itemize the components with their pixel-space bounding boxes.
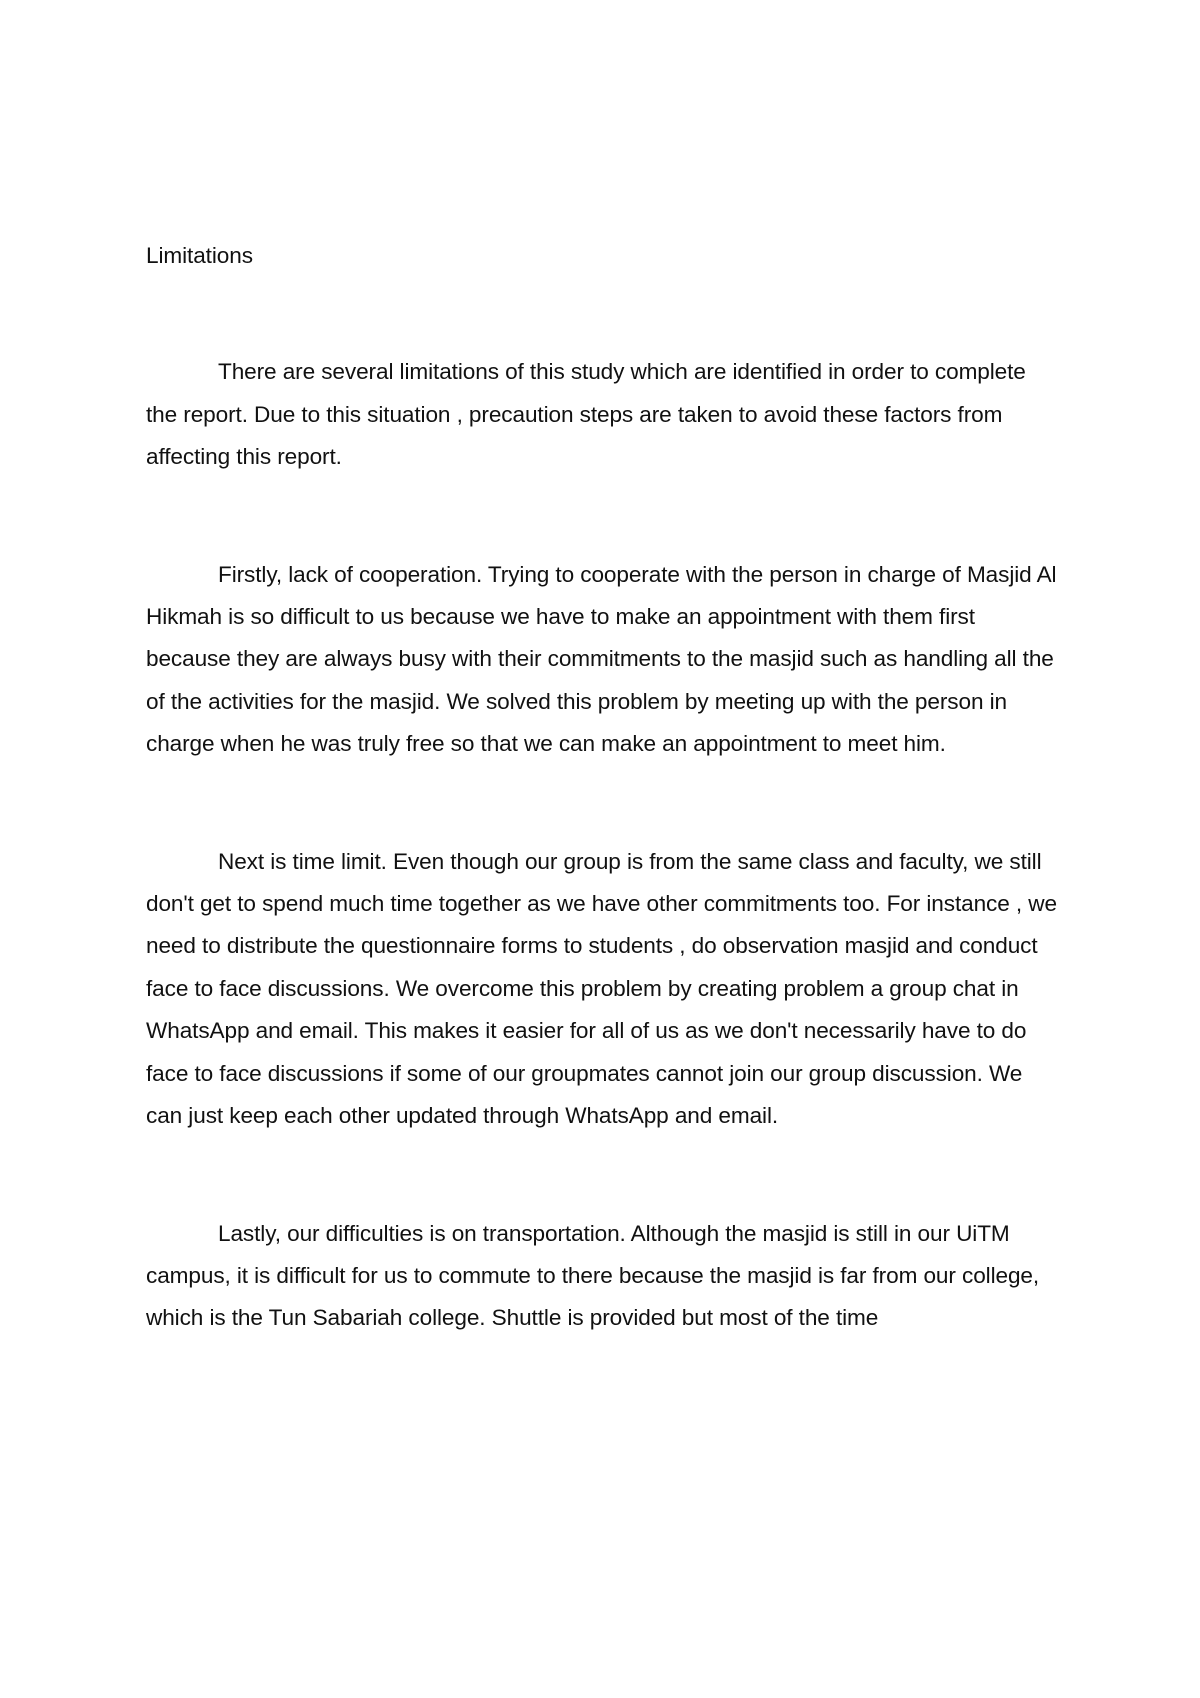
spacer (146, 479, 1060, 554)
paragraph-cooperation: Firstly, lack of cooperation. Trying to cooperate with the person in charge of Masjid Al Hikmah is so difficult to us because we have to make an appointment with them first because they are always busy with their commitments to the masjid such as handling all the of the activities for the masjid. We solved this problem by meeting up with the person in charge when he was truly free so that we can make an appointment to meet him. (146, 561, 1057, 757)
paragraph-time-limit: Next is time limit. Even though our group is from the same class and faculty, we still don't get to spend much time together as we have other commitments too. For instance , we need to distribute the questionnaire forms to students , do observation masjid and conduct face to face discussions. We overcome this problem by creating problem a group chat in WhatsApp and email. This makes it easier for all of us as we don't necessarily have to do face to face discussions if some of our groupmates cannot join our group discussion. We can just keep each other updated through WhatsApp and email. (146, 848, 1057, 1129)
section-heading: Limitations (146, 243, 253, 268)
paragraph-transportation: Lastly, our difficulties is on transportation. Although the masjid is still in our UiTM campus, it is difficult for us to commute to there because the masjid is far from our college, which is the Tun Sabariah college. Shuttle is provided but most of the time (146, 1220, 1040, 1331)
spacer (146, 277, 1060, 351)
spacer (146, 1138, 1060, 1213)
spacer (146, 766, 1060, 841)
document-body (146, 235, 1060, 1340)
paragraph-intro: There are several limitations of this study which are identified in order to complete the report. Due to this situation , precaution steps are taken to avoid these factors from affecting this report. (146, 359, 1026, 470)
